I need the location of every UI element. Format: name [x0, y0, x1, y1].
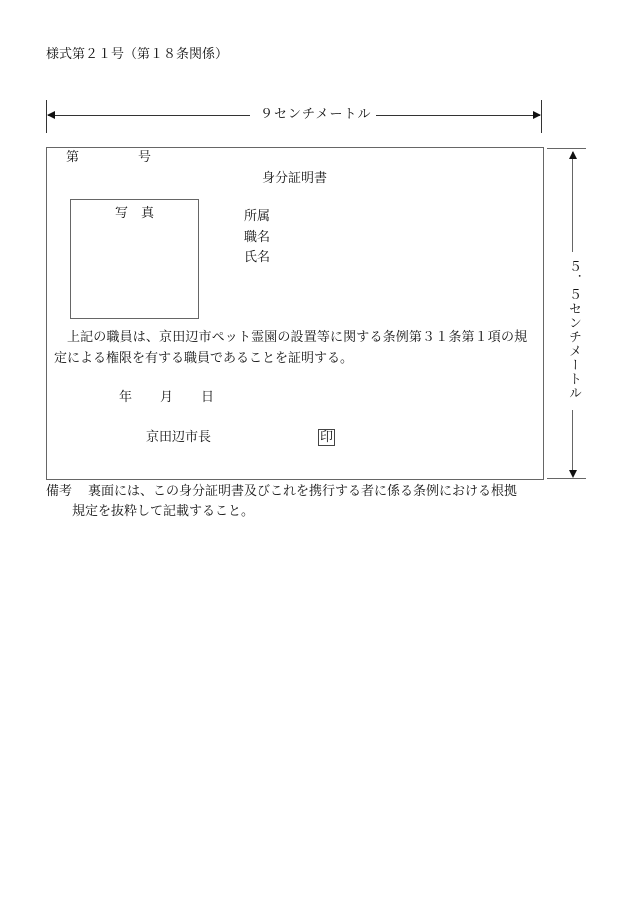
seal-mark [318, 430, 335, 446]
width-label: ９センチメートル [260, 107, 372, 122]
number-prefix: 第 [66, 150, 80, 165]
field-affiliation: 所属 [244, 209, 271, 224]
note-line1: 裏面には、この身分証明書及びこれを携行する者に係る条例における根拠 [88, 484, 518, 499]
dimension-tick-bottom [547, 478, 586, 479]
dimension-line-right [376, 115, 540, 116]
dimension-line-top [572, 152, 573, 252]
note-label: 備考 [46, 484, 73, 499]
field-position: 職名 [244, 230, 271, 245]
statement-line2: 定による権限を有する職員であることを証明する。 [54, 351, 354, 366]
arrow-right-icon [533, 111, 541, 119]
arrow-left-icon [47, 111, 55, 119]
dimension-line-bottom [572, 410, 573, 474]
date-year: 年 [119, 390, 133, 405]
form-number: 様式第２１号（第１８条関係） [46, 47, 229, 62]
number-suffix: 号 [138, 150, 152, 165]
dimension-tick-right [541, 100, 542, 133]
arrow-up-icon [569, 151, 577, 159]
seal-label: 印 [320, 430, 334, 445]
photo-label: 写 真 [115, 206, 155, 221]
height-label: ５．５センチメートル [566, 260, 581, 400]
note-line2: 規定を抜粋して記載すること。 [72, 504, 255, 519]
statement-line1: 上記の職員は、京田辺市ペット霊園の設置等に関する条例第３１条第１項の規 [67, 330, 528, 345]
card-title: 身分証明書 [262, 171, 328, 186]
dimension-tick-top [547, 148, 586, 149]
date-day: 日 [201, 390, 215, 405]
date-month: 月 [160, 390, 174, 405]
field-name: 氏名 [244, 250, 271, 265]
arrow-down-icon [569, 470, 577, 478]
issuer: 京田辺市長 [146, 430, 212, 445]
dimension-line-left [48, 115, 250, 116]
